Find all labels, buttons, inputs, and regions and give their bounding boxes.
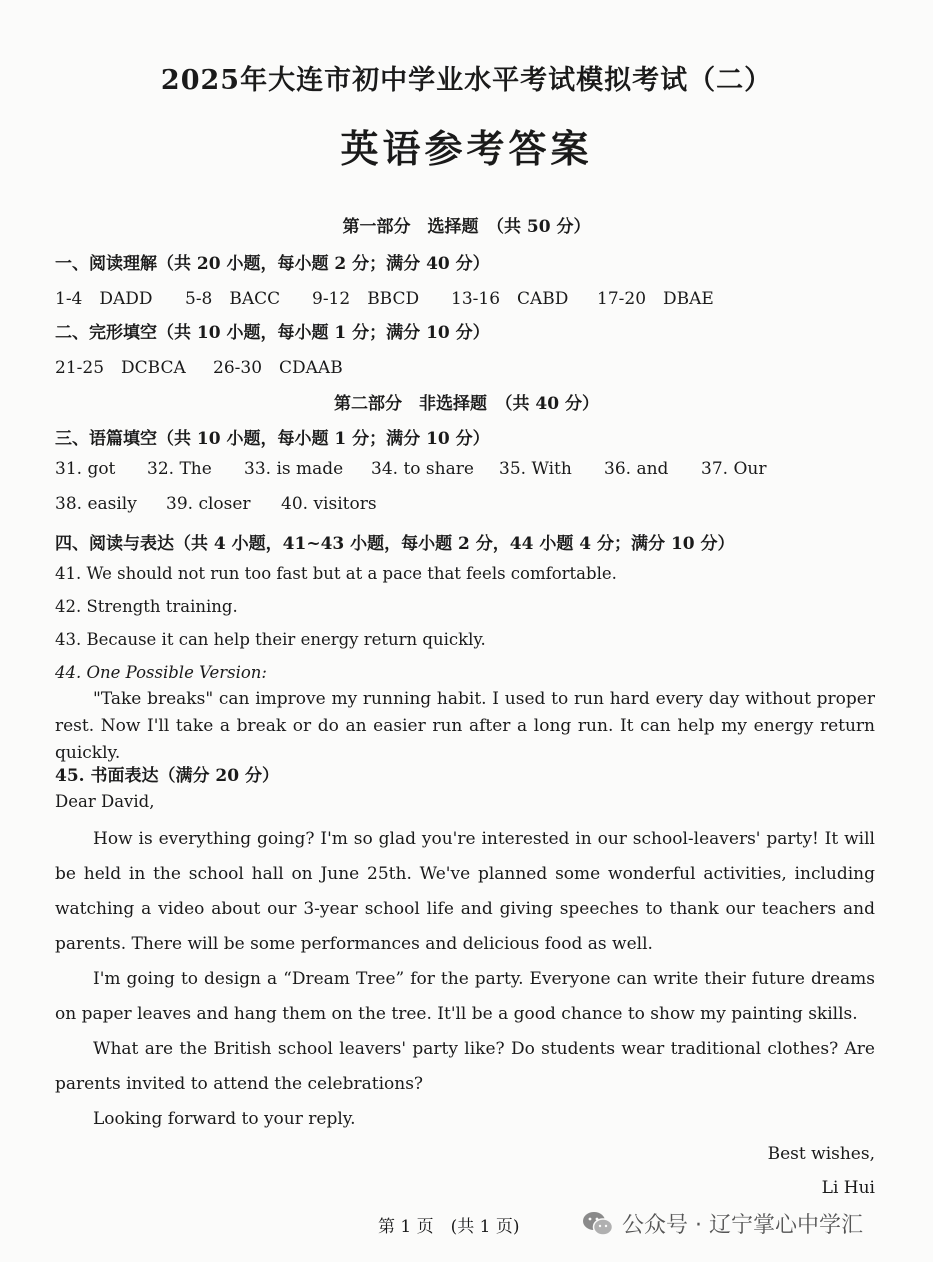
answer-group: 26-30 CDAAB [213, 358, 343, 378]
answer-44-text: "Take breaks" can improve my running habit. I used to run hard every day without proper rest. Now I'll take a break or do an easier run after a long run. It can help my energy return quickly. [55, 689, 875, 763]
answer-item: 40. visitors [281, 494, 377, 514]
letter-closing: Best wishes, [767, 1144, 875, 1164]
letter-signature: Li Hui [821, 1178, 875, 1198]
exam-title: 2025年大连市初中学业水平考试模拟考试（二） [160, 65, 773, 96]
answer-44-label: 44. One Possible Version: [55, 663, 267, 682]
answer-41: 41. We should not run too fast but at a pace that feels comfortable. [55, 564, 617, 583]
page-number: 第 1 页 (共 1 页) [378, 1217, 520, 1237]
answer-group: 21-25 DCBCA [55, 358, 186, 378]
answer-group: 13-16 CABD [451, 289, 569, 309]
answer-group: 17-20 DBAE [597, 289, 714, 309]
answer-group: 9-12 BBCD [312, 289, 420, 309]
answer-43: 43. Because it can help their energy return quickly. [55, 630, 486, 649]
section1-heading: 一、阅读理解（共 20 小题，每小题 2 分；满分 40 分） [55, 254, 490, 274]
section5-heading: 45. 书面表达（满分 20 分） [55, 766, 279, 786]
answer-group: 5-8 BACC [185, 289, 281, 309]
watermark-text: 公众号 · 辽宁掌心中学汇 [622, 1213, 863, 1238]
wechat-icon [582, 1210, 614, 1238]
section2-heading: 二、完形填空（共 10 小题，每小题 1 分；满分 10 分） [55, 323, 490, 343]
answer-item: 38. easily [55, 494, 137, 514]
letter-paragraph-3: What are the British school leavers' party like? Do students wear traditional clothes? Are parents invited to attend the celebrations? [55, 1039, 875, 1094]
answer-item: 35. With [499, 459, 572, 479]
section3-heading: 三、语篇填空（共 10 小题，每小题 1 分；满分 10 分） [55, 429, 490, 449]
letter-greeting: Dear David, [55, 792, 155, 811]
letter-paragraph-1: How is everything going? I'm so glad you're interested in our school-leavers' party! It will be held in the school hall on June 25th. We've planned some wonderful activities, including watching a video about our 3-year school life and giving speeches to thank our teachers and parents. There will be some performances and delicious food as well. [55, 829, 875, 954]
watermark [582, 1208, 863, 1239]
part1-heading: 第一部分 选择题 （共 50 分） [342, 217, 591, 237]
letter-paragraph-2: I'm going to design a “Dream Tree” for the party. Everyone can write their future dreams on paper leaves and hang them on the tree. It'll be a good chance to show my painting skills. [55, 969, 875, 1024]
section4-heading: 四、阅读与表达（共 4 小题，41~43 小题，每小题 2 分，44 小题 4 分；满分 10 分） [55, 534, 735, 554]
answer-key-title: 英语参考答案 [340, 126, 593, 171]
answer-group: 1-4 DADD [55, 289, 153, 309]
answer-item: 39. closer [166, 494, 251, 514]
answer-item: 32. The [147, 459, 212, 479]
answer-item: 31. got [55, 459, 116, 479]
answer-item: 37. Our [701, 459, 767, 479]
part2-heading: 第二部分 非选择题 （共 40 分） [334, 394, 599, 414]
answer-item: 34. to share [371, 459, 474, 479]
answer-42: 42. Strength training. [55, 597, 238, 616]
letter-paragraph-4: Looking forward to your reply. [93, 1109, 356, 1129]
answer-item: 36. and [604, 459, 669, 479]
answer-item: 33. is made [244, 459, 344, 479]
